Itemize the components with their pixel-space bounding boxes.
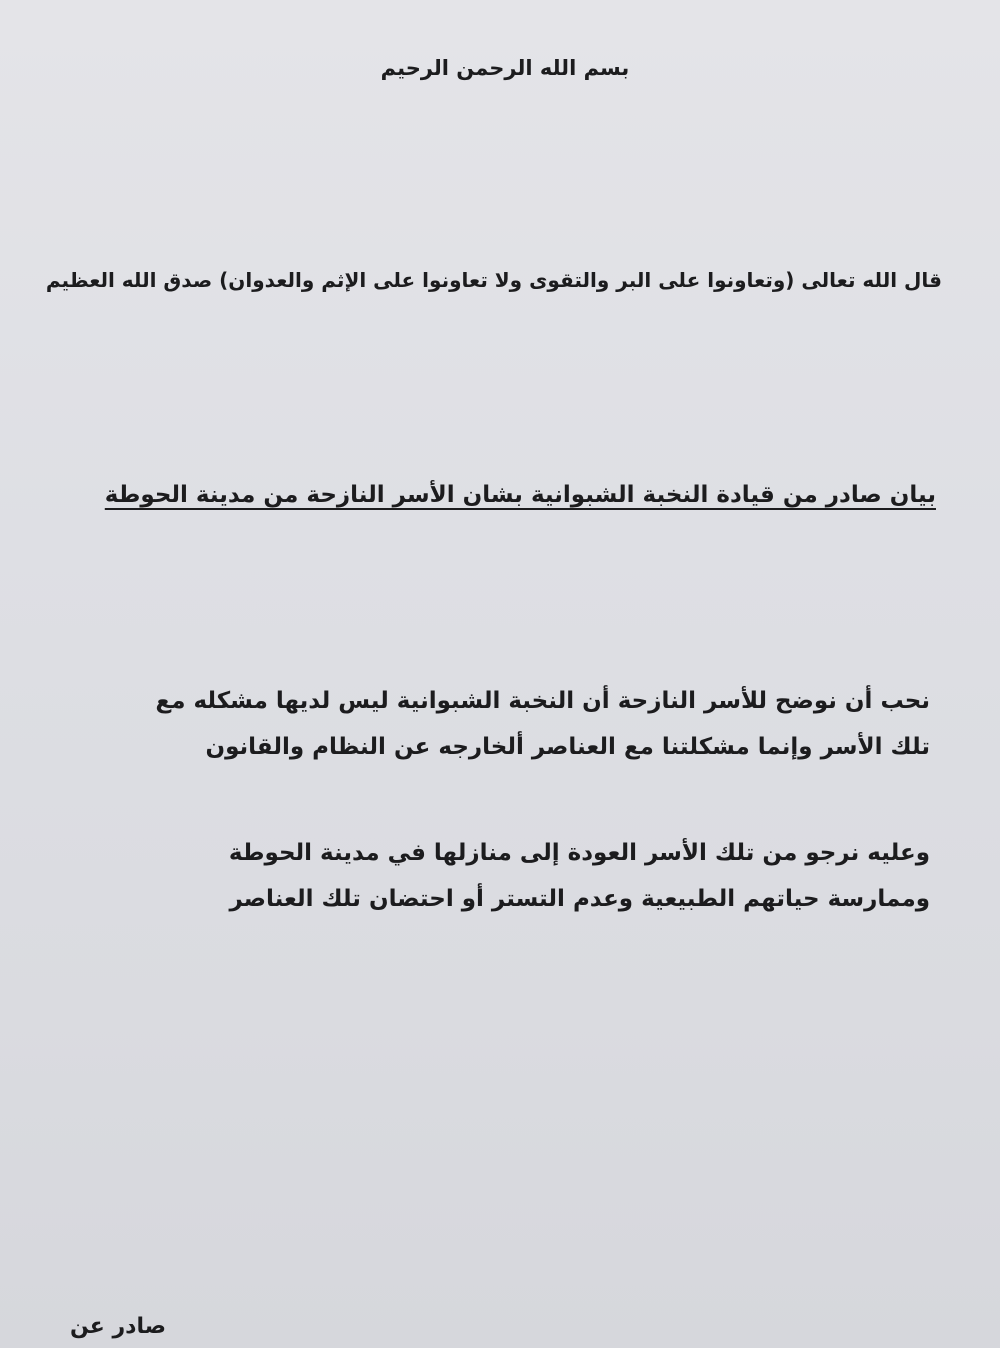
- quran-verse: قال الله تعالى (وتعاونوا على البر والتقوى ولا تعاونوا على الإثم والعدوان) صدق الله العظيم: [45, 268, 942, 292]
- statement-paragraph-1: نحب أن نوضح للأسر النازحة أن النخبة الشبوانية ليس لديها مشكله مع تلك الأسر وإنما مشكلتنا مع العناصر ألخارجه عن النظام والقانون: [155, 688, 930, 760]
- issued-by-label: صادر عن: [70, 1314, 166, 1339]
- basmala: بسم الله الرحمن الرحيم: [380, 56, 630, 80]
- statement-paragraph-2: وعليه نرجو من تلك الأسر العودة إلى منازلها في مدينة الحوطة وممارسة حياتهم الطبيعية وعدم التستر أو احتضان تلك العناصر: [228, 840, 930, 912]
- statement-heading: بيان صادر من قيادة النخبة الشبوانية بشان الأسر النازحة من مدينة الحوطة: [104, 482, 936, 508]
